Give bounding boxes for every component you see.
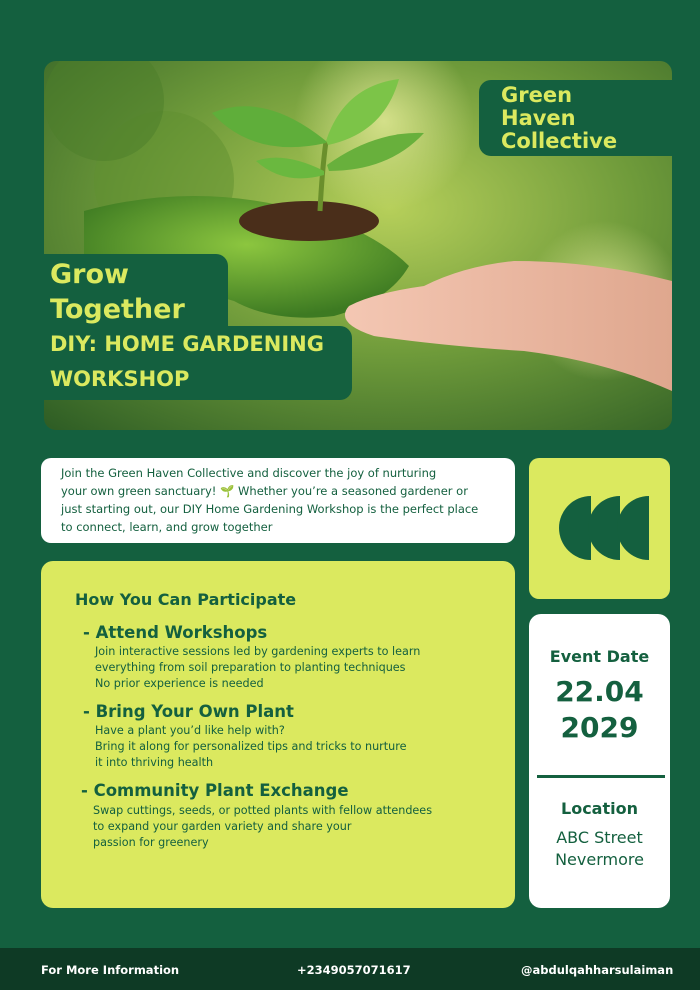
event-date-year: 2029	[560, 711, 639, 744]
title-line-1: Grow	[50, 259, 129, 290]
intro-line: Join the Green Haven Collective and discover the joy of nurturing	[61, 466, 437, 480]
item-desc-bring-plant: Have a plant you’d like help with? Bring it along for personalized tips and tricks to nurture it into thriving health	[95, 724, 407, 769]
item-desc-workshops: Join interactive sessions led by gardening experts to learn everything from soil preparation to planting techniques No prior experience is needed	[95, 645, 421, 690]
location-street: ABC Street	[556, 828, 643, 847]
intro-line: just starting out, our DIY Home Gardening Workshop is the perfect place	[61, 502, 479, 516]
title-line-2: Together	[50, 294, 185, 325]
footer-info: For More Information	[41, 963, 180, 977]
item-title-workshops: - Attend Workshops	[83, 623, 268, 642]
intro-card	[41, 458, 515, 543]
event-date-day: 22.04	[555, 675, 644, 708]
footer	[0, 948, 700, 990]
intro-line: to connect, learn, and grow together	[61, 520, 273, 534]
item-desc-exchange: Swap cuttings, seeds, or potted plants with fellow attendees to expand your garden variety and share your passion for greenery	[93, 804, 433, 849]
subtitle-line-2: WORKSHOP	[50, 367, 190, 391]
quote-card	[529, 458, 670, 599]
footer-handle[interactable]: @abdulqahharsulaiman	[521, 963, 674, 977]
item-title-exchange: - Community Plant Exchange	[81, 781, 349, 800]
quote-marks-icon	[529, 458, 670, 599]
brand-line: Green	[501, 83, 573, 107]
event-card	[529, 614, 670, 908]
event-date-label: Event Date	[549, 647, 650, 666]
brand-line: Haven	[501, 106, 576, 130]
brand-line: Collective	[501, 129, 618, 153]
participate-heading: How You Can Participate	[75, 590, 297, 609]
divider	[537, 775, 665, 778]
intro-line: your own green sanctuary! 🌱 Whether you’re a seasoned gardener or	[61, 484, 468, 498]
participate-card	[41, 561, 515, 908]
footer-phone[interactable]: +2349057071617	[297, 963, 411, 977]
brand-box	[479, 80, 672, 156]
location-city: Nevermore	[555, 850, 644, 869]
item-title-bring-plant: - Bring Your Own Plant	[83, 702, 294, 721]
subtitle-line-1: DIY: HOME GARDENING	[50, 332, 324, 356]
location-label: Location	[561, 799, 638, 818]
